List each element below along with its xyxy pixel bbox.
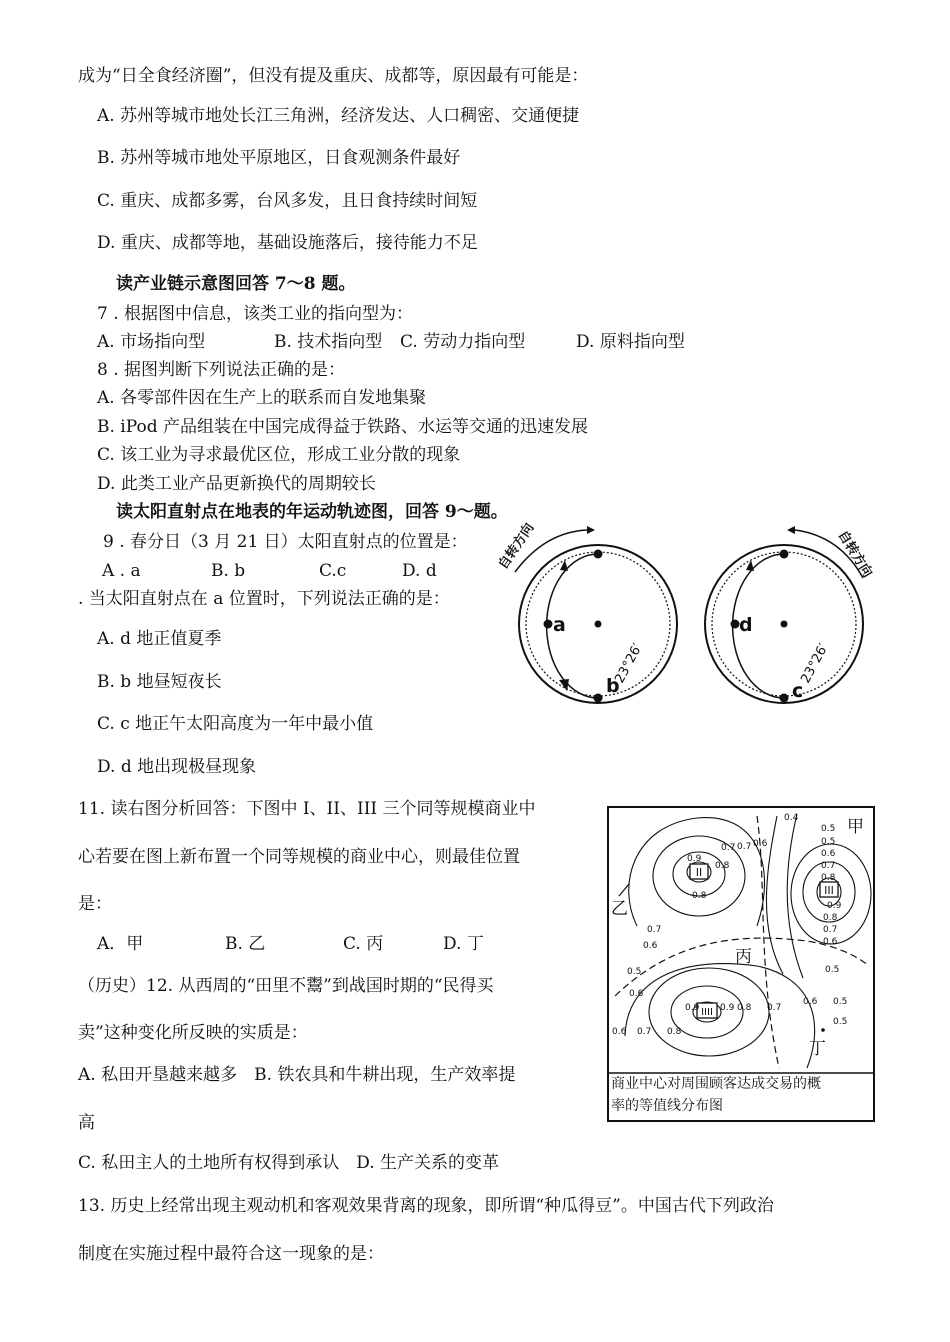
svg-text:0.6: 0.6 [629, 989, 644, 999]
q11-stem-line-3: 是： [78, 894, 112, 914]
q11-option-c: C. 丙 [343, 934, 384, 954]
svg-text:0.8: 0.8 [823, 913, 838, 923]
svg-text:0.8: 0.8 [667, 1027, 682, 1037]
svg-text:0.6: 0.6 [753, 839, 768, 849]
svg-text:0.7: 0.7 [721, 843, 736, 853]
svg-text:0.6: 0.6 [823, 937, 838, 947]
q10-option-c: C. c 地正午太阳高度为一年中最小值 [97, 714, 374, 734]
q12-line-5: C. 私田主人的土地所有权得到承认 D. 生产关系的变革 [78, 1153, 500, 1173]
contour-caption-line-1: 商业中心对周围顾客达成交易的概 [611, 1076, 821, 1092]
svg-text:0.9: 0.9 [720, 1003, 735, 1013]
q8-option-b: B. iPod 产品组装在中国完成得益于铁路、水运等交通的迅速发展 [97, 417, 589, 437]
q11-option-d: D. 丁 [443, 934, 484, 954]
svg-text:0.7: 0.7 [821, 861, 836, 871]
point-b-dot [594, 694, 603, 703]
svg-text:0.5: 0.5 [833, 997, 848, 1007]
point-c-label: c [792, 680, 804, 702]
q8-option-d: D. 此类工业产品更新换代的周期较长 [97, 474, 376, 494]
q9-option-c: C.c [319, 561, 347, 581]
center-iii-label: III [824, 884, 834, 897]
svg-text:0.9: 0.9 [685, 1003, 700, 1013]
q6-option-d: D. 重庆、成都等地，基础设施落后，接待能力不足 [97, 233, 478, 253]
sun-path-right-diagram [705, 526, 876, 703]
q12-line-4: 高 [78, 1113, 95, 1133]
center-iiii-label: IIII [701, 1007, 713, 1018]
point-top-right [780, 550, 789, 559]
q13-line-2: 制度在实施过程中最符合这一现象的是： [78, 1244, 384, 1264]
q9-option-b: B. b [211, 561, 246, 581]
point-a-dot [544, 620, 553, 629]
q6-option-b: B. 苏州等城市地处平原地区，日食观测条件最好 [97, 148, 461, 168]
center-dot-right [781, 621, 788, 628]
svg-text:0.6: 0.6 [821, 849, 836, 859]
q9-option-d: D. d [402, 561, 437, 581]
svg-text:0.8: 0.8 [737, 1003, 752, 1013]
svg-text:0.6: 0.6 [803, 997, 818, 1007]
angle-label-left: 23°26′ [612, 641, 646, 686]
section-7-8-heading: 读产业链示意图回答 7～8 题。 [116, 274, 356, 294]
q11-stem-line-1: 11. 读右图分析回答：下图中 I、II、III 三个同等规模商业中 [78, 799, 536, 819]
q6-option-a: A. 苏州等城市地处长江三角洲，经济发达、人口稠密、交通便捷 [97, 106, 580, 126]
svg-text:0.7: 0.7 [767, 1003, 782, 1013]
point-d-label: d [739, 614, 753, 636]
q6-stem-tail: 成为“日全食经济圈”，但没有提及重庆、成都等，原因最有可能是： [78, 66, 589, 86]
svg-text:0.8: 0.8 [692, 891, 707, 901]
svg-text:0.8: 0.8 [821, 873, 836, 883]
q8-option-a: A. 各零部件因在生产上的联系而自发地集聚 [97, 388, 427, 408]
q11-stem-line-2: 心若要在图上新布置一个同等规模的商业中心，则最佳位置 [78, 847, 520, 867]
svg-text:0.5: 0.5 [627, 967, 642, 977]
svg-text:0.7: 0.7 [737, 842, 752, 852]
svg-text:0.7: 0.7 [647, 925, 662, 935]
svg-text:0.7: 0.7 [637, 1027, 652, 1037]
svg-text:0.9: 0.9 [687, 854, 702, 864]
arrow-head-left [587, 526, 595, 534]
svg-text:0.5: 0.5 [833, 1017, 848, 1027]
arrow-head-right [787, 526, 795, 534]
q11-option-b: B. 乙 [225, 934, 266, 954]
section-9-10-heading: 读太阳直射点在地表的年运动轨迹图，回答 9～题。 [116, 502, 508, 522]
contour-caption-line-2: 率的等值线分布图 [611, 1098, 723, 1114]
svg-text:0.7: 0.7 [823, 925, 838, 935]
point-b-label: b [606, 675, 620, 697]
q10-option-d: D. d 地出现极昼现象 [97, 757, 257, 777]
place-bing-label: 丙 [735, 947, 752, 967]
center-dot-left [595, 621, 602, 628]
sun-path-figure [495, 520, 895, 720]
q12-line-3: A. 私田开垦越来越多 B. 铁农具和牛耕出现，生产效率提 [78, 1065, 516, 1085]
point-ding [821, 1028, 825, 1032]
point-a-label: a [553, 614, 566, 636]
q8-stem: 8 . 据图判断下列说法正确的是： [97, 360, 346, 380]
angle-label-right: 23°26′ [798, 641, 832, 686]
q12-line-2: 卖”这种变化所反映的实质是： [78, 1023, 308, 1043]
q7-option-c: C. 劳动力指向型 [400, 332, 526, 352]
q7-option-a: A. 市场指向型 [97, 332, 206, 352]
q10-option-b: B. b 地昼短夜长 [97, 672, 222, 692]
center-ii-label: II [695, 866, 703, 879]
place-jia-label: 甲 [847, 817, 864, 837]
svg-text:0.5: 0.5 [825, 965, 840, 975]
svg-text:0.8: 0.8 [715, 861, 730, 871]
q10-option-a: A. d 地正值夏季 [97, 629, 222, 649]
q9-option-a: A . a [102, 561, 141, 581]
svg-text:0.6: 0.6 [643, 941, 658, 951]
q8-option-c: C. 该工业为寻求最优区位，形成工业分散的现象 [97, 445, 461, 465]
q7-stem: 7 . 根据图中信息，该类工业的指向型为： [97, 304, 414, 324]
sun-path-left-diagram [495, 520, 677, 703]
q13-line-1: 13. 历史上经常出现主观动机和客观效果背离的现象，即所谓“种瓜得豆”。中国古代下列政治 [78, 1196, 774, 1216]
q11-option-a: A．甲 [97, 934, 144, 954]
q7-option-d: D. 原料指向型 [576, 332, 685, 352]
q10-stem: . 当太阳直射点在 a 位置时，下列说法正确的是： [78, 589, 450, 609]
rotation-label-left: 自转方向 [495, 520, 538, 573]
q6-option-c: C. 重庆、成都多雾，台风多发，且日食持续时间短 [97, 191, 478, 211]
q9-stem: 9 . 春分日（3 月 21 日）太阳直射点的位置是： [103, 532, 468, 552]
q7-option-b: B. 技术指向型 [274, 332, 383, 352]
place-yi-label: 乙 [611, 899, 628, 919]
svg-text:0.9: 0.9 [827, 901, 842, 911]
svg-text:0.4: 0.4 [784, 813, 799, 823]
point-top-left [594, 550, 603, 559]
rotation-label-right: 自转方向 [834, 528, 875, 581]
place-ding-label: 丁 [809, 1039, 826, 1059]
q12-line-1: （历史）12. 从西周的“田里不鬻”到战国时期的“民得买 [78, 976, 494, 996]
svg-text:0.6: 0.6 [612, 1027, 627, 1037]
contour-caption [608, 1073, 874, 1120]
point-c-dot [780, 694, 789, 703]
svg-text:0.5: 0.5 [821, 837, 836, 847]
svg-text:0.5: 0.5 [821, 824, 836, 834]
